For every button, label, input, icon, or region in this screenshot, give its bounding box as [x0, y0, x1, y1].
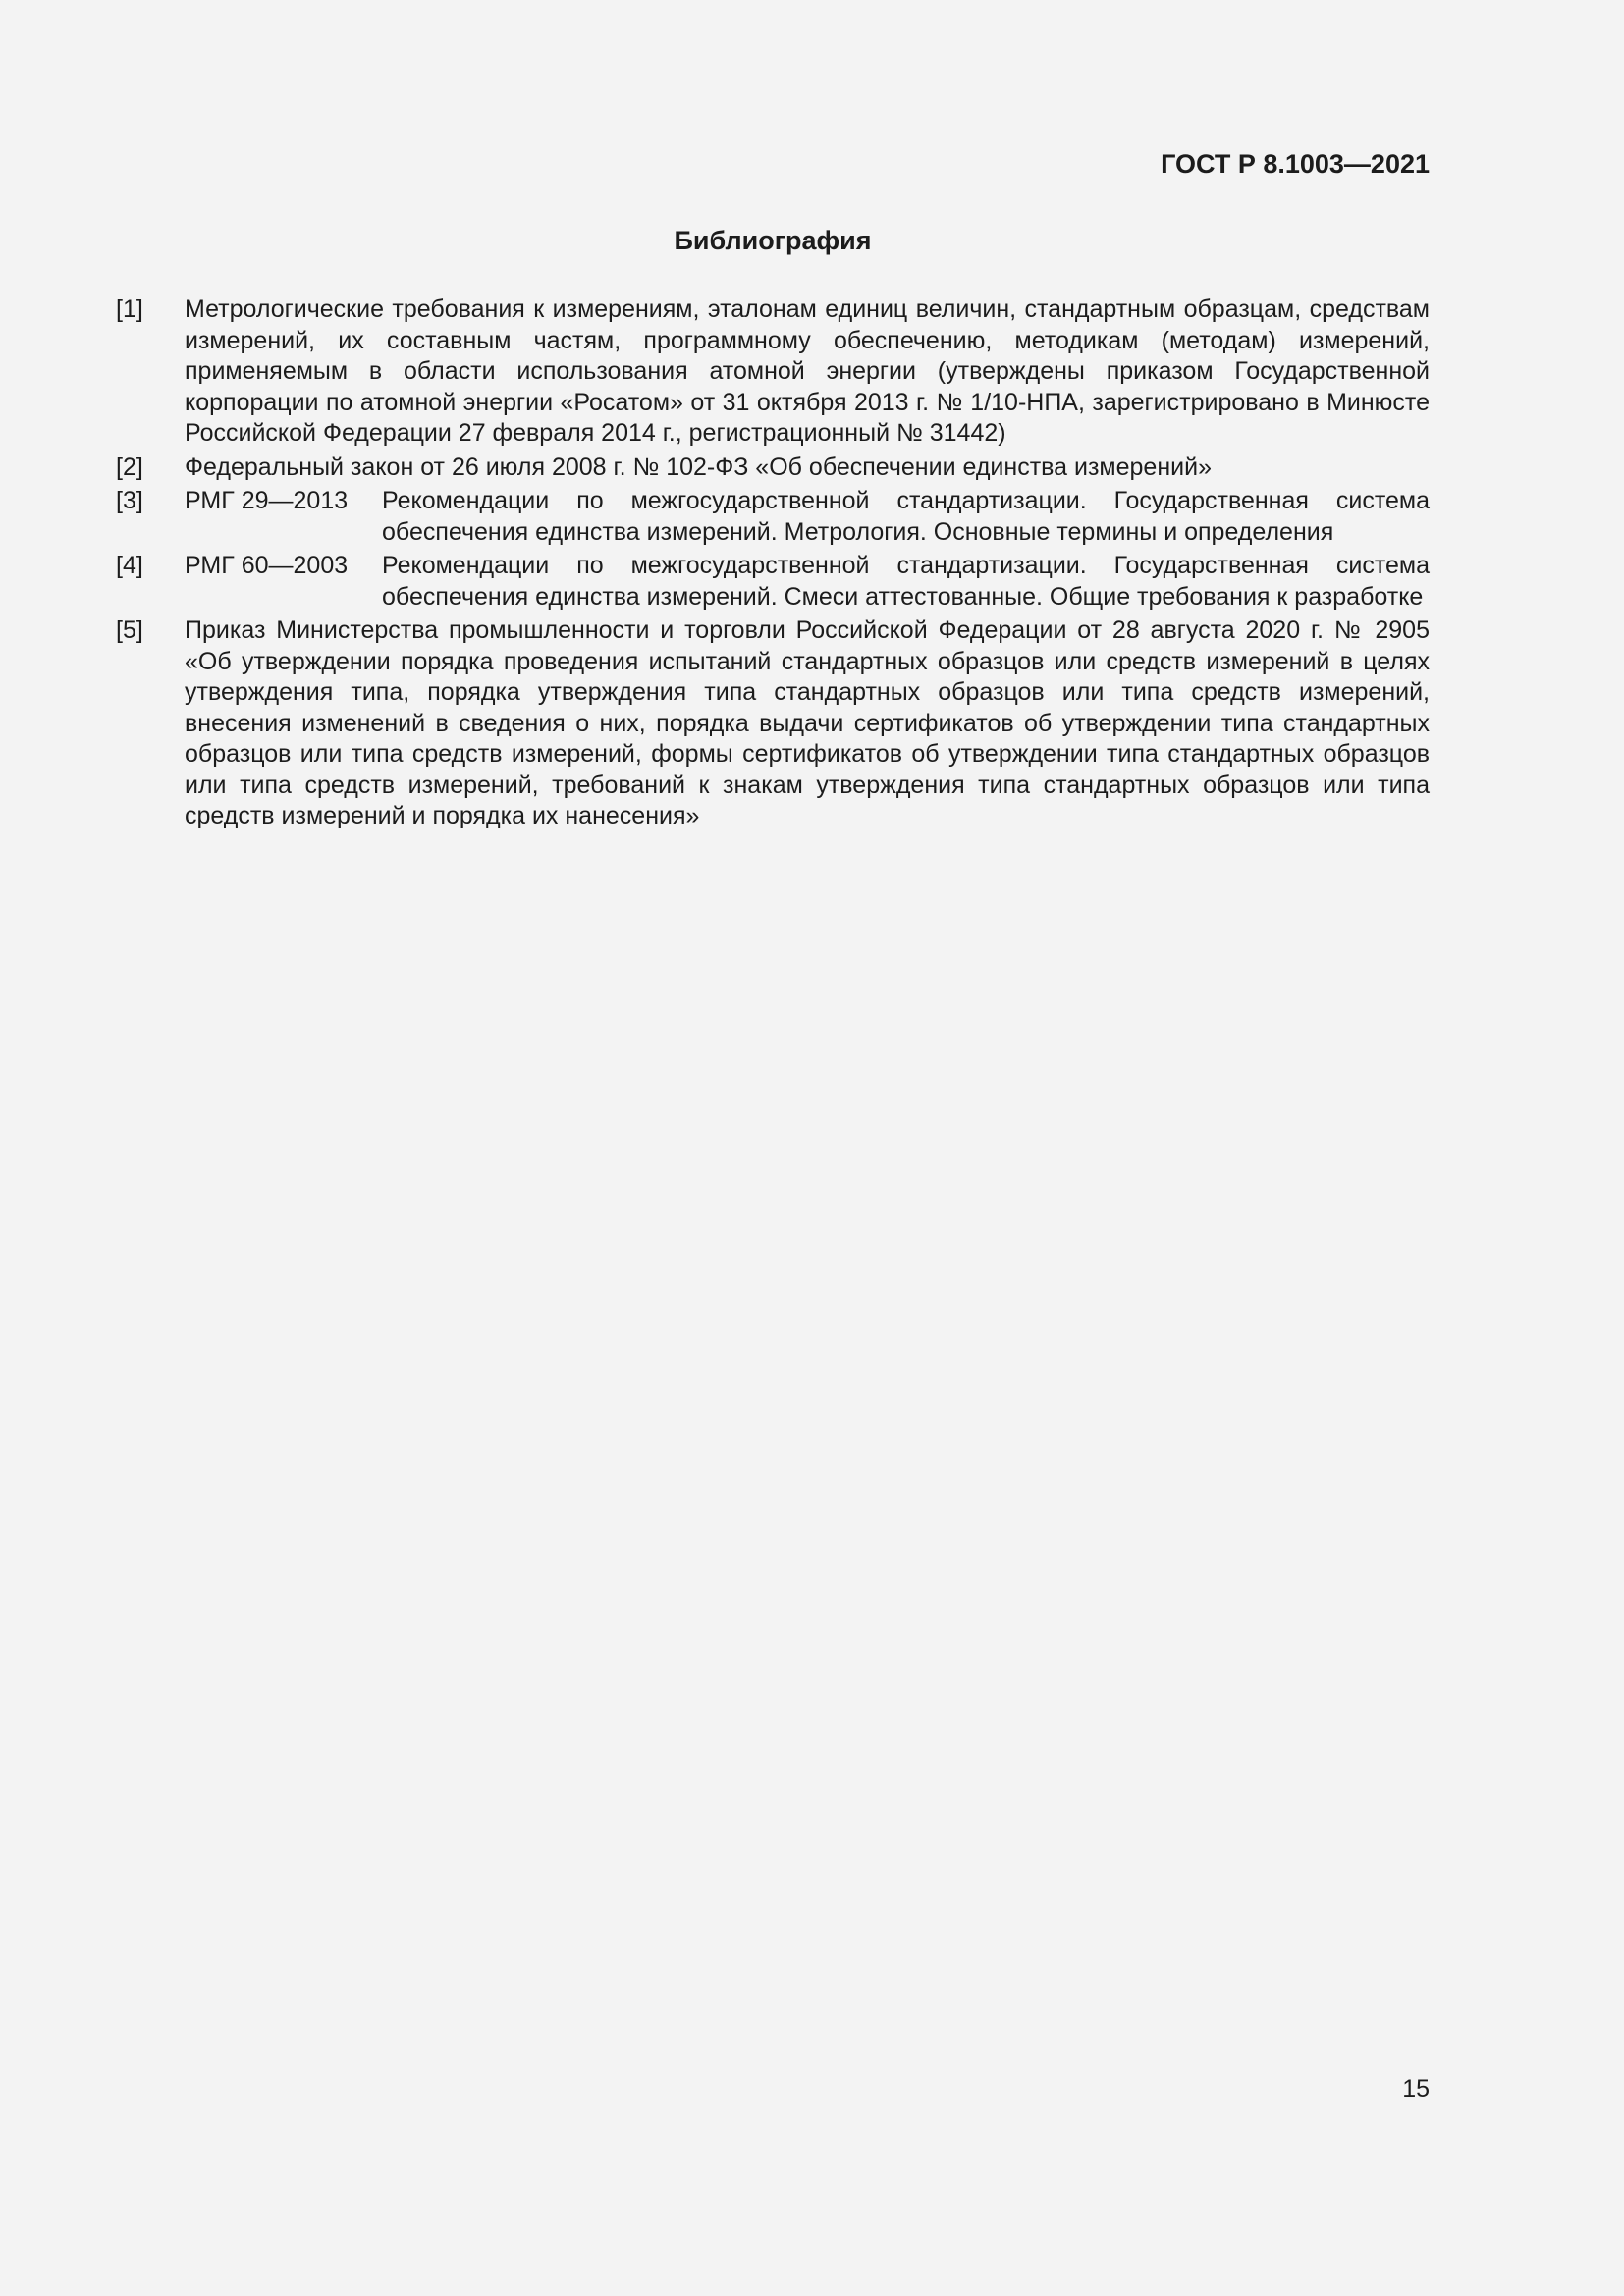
entry-number: [5]	[116, 616, 143, 644]
entry-document-code: РМГ 60—2003	[185, 552, 349, 579]
bibliography-entry-4	[116, 551, 1430, 613]
bibliography-entry-5	[116, 615, 1430, 832]
entry-text: Метрологические требования к измерениям, эталонам единиц величин, стандартным образцам, средствам измерений, их составным частям, программному обеспечению, методикам (методам) измерений, применяемым в области использования атомной энергии (утверждены приказом Государственной корпорации по атомной энергии «Росатом» от 31 октября 2013 г. № 1/10-НПА, зарегистрировано в Минюсте Российской Федерации 27 февраля 2014 г., регистрационный № 31442)	[185, 295, 1430, 447]
bibliography-entry-2	[116, 453, 1430, 484]
document-code-header: ГОСТ Р 8.1003—2021	[1161, 149, 1430, 179]
entry-number: [1]	[116, 295, 143, 323]
page-number: 15	[1402, 2075, 1430, 2103]
entry-number: [3]	[116, 487, 143, 514]
entry-text: Приказ Министерства промышленности и торговли Российской Федерации от 28 августа 2020 г. № 2905 «Об утверждении порядка проведения испытаний стандартных образцов или средств измерений в целях утверждения типа, порядка утверждения типа стандартных образцов или типа средств измерений, внесения изменений в сведения о них, порядка выдачи сертификатов об утверждении типа стандартных образцов или типа средств измерений, формы сертификатов об утверждении типа стандартных образцов или типа средств измерений, требований к знакам утверждения типа стандартных образцов или типа средств измерений и порядка их нанесения»	[185, 616, 1430, 829]
bibliography-title: Библиография	[674, 226, 872, 255]
entry-text: Федеральный закон от 26 июля 2008 г. № 102-ФЗ «Об обеспечении единства измерений»	[185, 453, 1212, 481]
entry-number: [2]	[116, 453, 143, 481]
entry-document-code: РМГ 29—2013	[185, 487, 349, 514]
bibliography-list	[116, 294, 1430, 835]
entry-number: [4]	[116, 552, 143, 579]
bibliography-entry-3	[116, 486, 1430, 548]
bibliography-entry-1	[116, 294, 1430, 450]
entry-text: Рекомендации по межгосударственной стандартизации. Государственная система обеспечения единства измерений. Метрология. Основные термины и определения	[382, 487, 1430, 546]
entry-text: Рекомендации по межгосударственной стандартизации. Государственная система обеспечения единства измерений. Смеси аттестованные. Общие требования к разработке	[382, 552, 1430, 611]
